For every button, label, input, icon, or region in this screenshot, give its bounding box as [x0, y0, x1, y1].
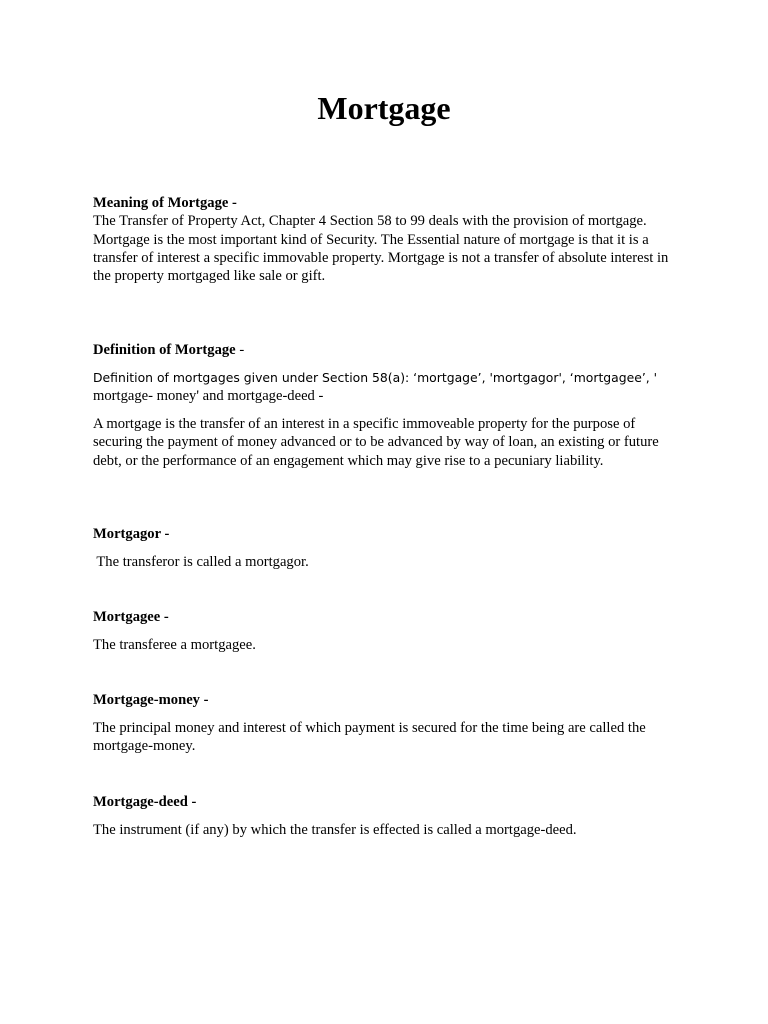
definition-heading-dash: - [235, 342, 245, 358]
mortgagor-section [93, 525, 683, 543]
mortgage-money-text: The principal money and interest of which payment is secured for the time being are called the mortgage-money. [93, 720, 646, 755]
definition-subline-block [93, 369, 683, 406]
mortgage-money-section [93, 691, 683, 709]
mortgagee-section [93, 608, 683, 626]
definition-paragraph: A mortgage is the transfer of an interest in a specific immoveable property for the purpose of securing the payment of money advanced or to be advanced by way of loan, an existing or future debt, or the performance of an engagement which may give rise to a pecuniary liability. [93, 416, 659, 469]
definition-heading-block [93, 341, 683, 359]
definition-subline-serif: mortgage- money' and mortgage-deed - [93, 388, 324, 405]
mortgagor-heading: Mortgagor - [93, 526, 170, 542]
definition-heading-label: Definition of Mortgage [93, 342, 236, 358]
mortgagee-text: The transferee a mortgagee. [93, 637, 256, 653]
meaning-paragraph-1: The Transfer of Property Act, Chapter 4 Section 58 to 99 deals with the provision of mortgage. [93, 213, 647, 230]
mortgage-money-heading: Mortgage-money - [93, 692, 209, 708]
definition-heading [93, 341, 683, 359]
mortgage-deed-text-block [93, 821, 683, 839]
definition-subline-sans: Definition of mortgages given under Section 58(a): ‘mortgage’, 'mortgagor', ‘mortgagee’, ' [93, 370, 658, 385]
page-title: Mortgage [317, 90, 451, 126]
meaning-heading: Meaning of Mortgage - [93, 195, 237, 211]
mortgage-deed-heading: Mortgage-deed - [93, 794, 197, 810]
mortgage-money-text-block [93, 719, 683, 756]
mortgagor-text: The transferor is called a mortgagor. [93, 554, 309, 570]
mortgage-deed-section [93, 793, 683, 811]
meaning-section [93, 194, 683, 285]
mortgage-deed-text: The instrument (if any) by which the transfer is effected is called a mortgage-deed. [93, 822, 577, 838]
mortgagor-text-block [93, 553, 683, 571]
definition-paragraph-block [93, 415, 683, 470]
meaning-paragraph-2: Mortgage is the most important kind of Security. The Essential nature of mortgage is that it is a transfer of interest a specific immovable property. Mortgage is not a transfer of absolute interest in the property mortgaged like sale or gift. [93, 231, 669, 285]
mortgagee-text-block [93, 636, 683, 654]
mortgagee-heading: Mortgagee - [93, 609, 169, 625]
